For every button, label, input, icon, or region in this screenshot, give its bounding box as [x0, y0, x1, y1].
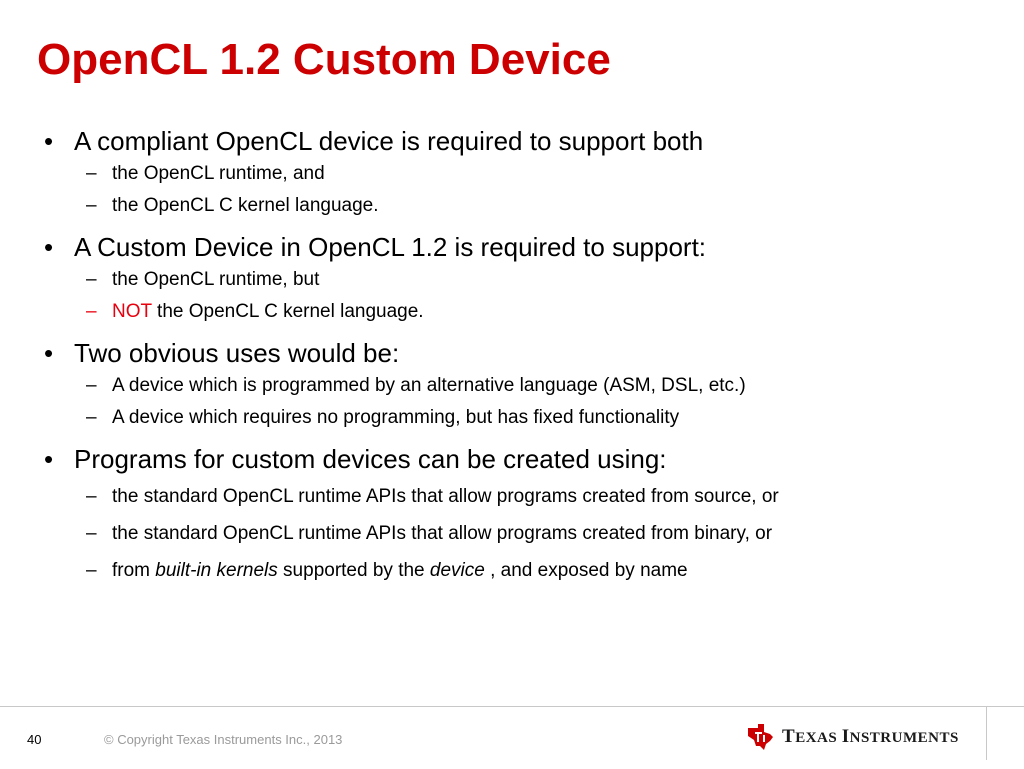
sub-bullet-item-italic — [44, 552, 994, 589]
sub-bullet-item — [44, 402, 994, 434]
bullet-text: A compliant OpenCL device is required to support both — [74, 126, 704, 156]
bullet-group-3 — [44, 336, 994, 434]
sub-bullet-item — [44, 264, 994, 296]
dash-mark: – — [86, 560, 97, 581]
bullet-mark: • — [44, 338, 54, 368]
sub-bullet-text: A device which is programmed by an alternative language (ASM, DSL, etc.) — [112, 375, 746, 396]
slide-footer — [0, 706, 1024, 769]
sub-bullet-text: the OpenCL C kernel language. — [112, 195, 379, 216]
sub-bullet-item — [44, 158, 994, 190]
slide-title: OpenCL 1.2 Custom Device — [37, 35, 611, 84]
slide-body — [44, 124, 994, 589]
bullet-group-2 — [44, 230, 994, 328]
page-number: 40 — [27, 732, 42, 747]
sub-bullet-item — [44, 515, 994, 552]
bullet-item — [44, 124, 994, 158]
dash-mark: – — [86, 163, 97, 184]
logo-letter: I — [841, 726, 850, 747]
sub-bullet-item — [44, 478, 994, 515]
ti-logo-wordmark — [782, 726, 959, 748]
sub-bullet-text: the standard OpenCL runtime APIs that allow programs created from binary, or — [112, 523, 773, 544]
bullet-mark: • — [44, 126, 54, 156]
sub-bullet-item-not — [44, 296, 994, 328]
footer-divider — [986, 706, 987, 760]
dash-mark: – — [86, 407, 97, 428]
sub-bullet-text: the OpenCL runtime, and — [112, 163, 325, 184]
sub-bullet-item — [44, 190, 994, 222]
dash-mark-red: – — [86, 301, 97, 322]
sub-bullet-text-part: , and exposed by name — [484, 560, 688, 581]
bullet-item — [44, 336, 994, 370]
sub-bullet-text: A device which requires no programming, but has fixed functionality — [112, 407, 680, 428]
dash-mark: – — [86, 269, 97, 290]
dash-mark: – — [86, 486, 97, 507]
logo-letter: T — [782, 726, 796, 747]
copyright-text: © Copyright Texas Instruments Inc., 2013 — [104, 732, 343, 747]
texas-state-logo-icon — [746, 722, 774, 752]
sub-bullet-text-part: from — [112, 560, 156, 581]
bullet-group-4 — [44, 442, 994, 589]
built-in-kernels-emphasis: built-in kernels — [155, 560, 278, 581]
bullet-item — [44, 230, 994, 264]
sub-bullet-text: the standard OpenCL runtime APIs that allow programs created from source, or — [112, 486, 779, 507]
bullet-text: Programs for custom devices can be created using: — [74, 444, 667, 474]
dash-mark: – — [86, 523, 97, 544]
bullet-text: Two obvious uses would be: — [74, 338, 400, 368]
sub-bullet-item — [44, 370, 994, 402]
ti-logo — [746, 721, 959, 753]
sub-bullet-text: the OpenCL C kernel language. — [151, 301, 424, 322]
dash-mark: – — [86, 195, 97, 216]
dash-mark: – — [86, 375, 97, 396]
logo-letters: NSTRUMENTS — [849, 730, 959, 746]
bullet-mark: • — [44, 444, 54, 474]
sub-bullet-text: the OpenCL runtime, but — [112, 269, 320, 290]
not-highlight: NOT — [112, 301, 152, 322]
sub-bullet-text-part: supported by the — [277, 560, 430, 581]
bullet-item — [44, 442, 994, 476]
bullet-mark: • — [44, 232, 54, 262]
device-emphasis: device — [429, 560, 485, 581]
bullet-text: A Custom Device in OpenCL 1.2 is required to support: — [74, 232, 707, 262]
logo-letters: EXAS — [795, 730, 838, 746]
bullet-group-1 — [44, 124, 994, 222]
